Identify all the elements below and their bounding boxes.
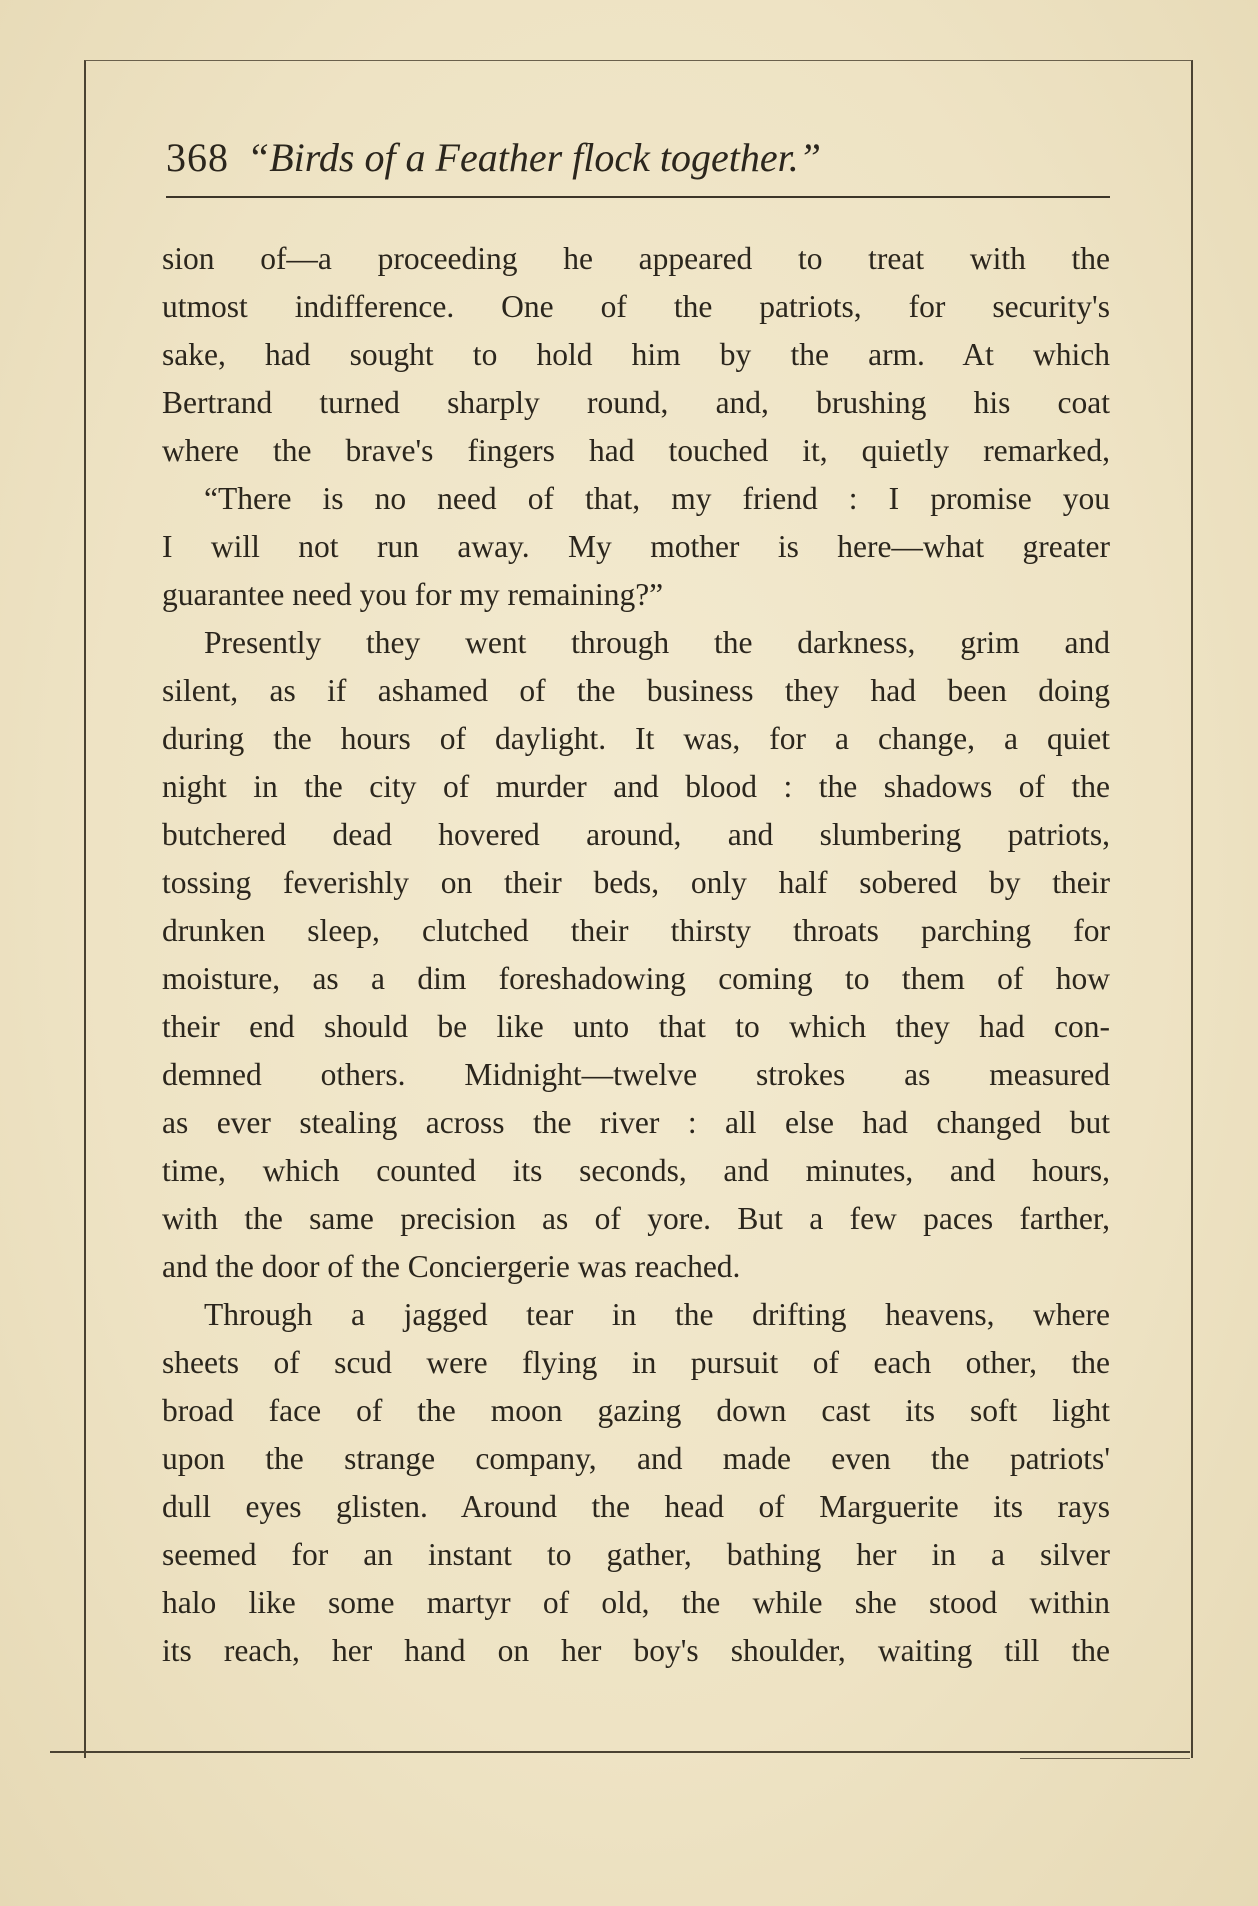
text-line: sheets of scud were flying in pursuit of each other, the [162,1345,1110,1380]
text-line: silent, as if ashamed of the business they had been doing [162,673,1110,708]
text-line: time, which counted its seconds, and minutes, and hours, [162,1153,1110,1188]
text-line: sake, had sought to hold him by the arm. At which [162,337,1110,372]
running-title: “Birds of a Feather flock together.” [247,135,822,180]
body-text [162,235,1110,1675]
text-line: upon the strange company, and made even the patriots' [162,1441,1110,1476]
text-line: seemed for an instant to gather, bathing her in a silver [162,1537,1110,1572]
text-line: guarantee need you for my remaining?” [162,577,664,612]
text-line: sion of—a proceeding he appeared to treat with the [162,241,1110,276]
text-line: I will not run away. My mother is here—what greater [162,529,1110,564]
text-line: its reach, her hand on her boy's shoulder, waiting till the [162,1633,1110,1668]
header-rule [166,196,1110,198]
text-line: where the brave's fingers had touched it, quietly remarked, [162,433,1110,468]
text-line: “There is no need of that, my friend : I promise you [204,481,1110,516]
text-line: during the hours of daylight. It was, for a change, a quiet [162,721,1110,756]
text-line: as ever stealing across the river : all else had changed but [162,1105,1110,1140]
text-line: dull eyes glisten. Around the head of Marguerite its rays [162,1489,1110,1524]
text-line: Presently they went through the darkness, grim and [204,625,1110,660]
text-line: broad face of the moon gazing down cast its soft light [162,1393,1110,1428]
text-line: Bertrand turned sharply round, and, brushing his coat [162,385,1110,420]
text-line: moisture, as a dim foreshadowing coming to them of how [162,961,1110,996]
text-line: halo like some martyr of old, the while she stood within [162,1585,1110,1620]
running-header [166,128,1116,188]
text-line: and the door of the Conciergerie was reached. [162,1249,741,1284]
text-line: utmost indifference. One of the patriots, for security's [162,289,1110,324]
text-line: butchered dead hovered around, and slumbering patriots, [162,817,1110,852]
text-line: night in the city of murder and blood : the shadows of the [162,769,1110,804]
text-line: drunken sleep, clutched their thirsty throats parching for [162,913,1110,948]
text-line: demned others. Midnight—twelve strokes as measured [162,1057,1110,1092]
text-line: their end should be like unto that to which they had con- [162,1009,1110,1044]
page-bottom-rule [50,1751,1190,1753]
page-bottom-rule-inner [1020,1758,1190,1759]
text-line: with the same precision as of yore. But a few paces farther, [162,1201,1110,1236]
page-number: 368 [166,135,229,180]
text-line: tossing feverishly on their beds, only half sobered by their [162,865,1110,900]
text-line: Through a jagged tear in the drifting heavens, where [204,1297,1110,1332]
